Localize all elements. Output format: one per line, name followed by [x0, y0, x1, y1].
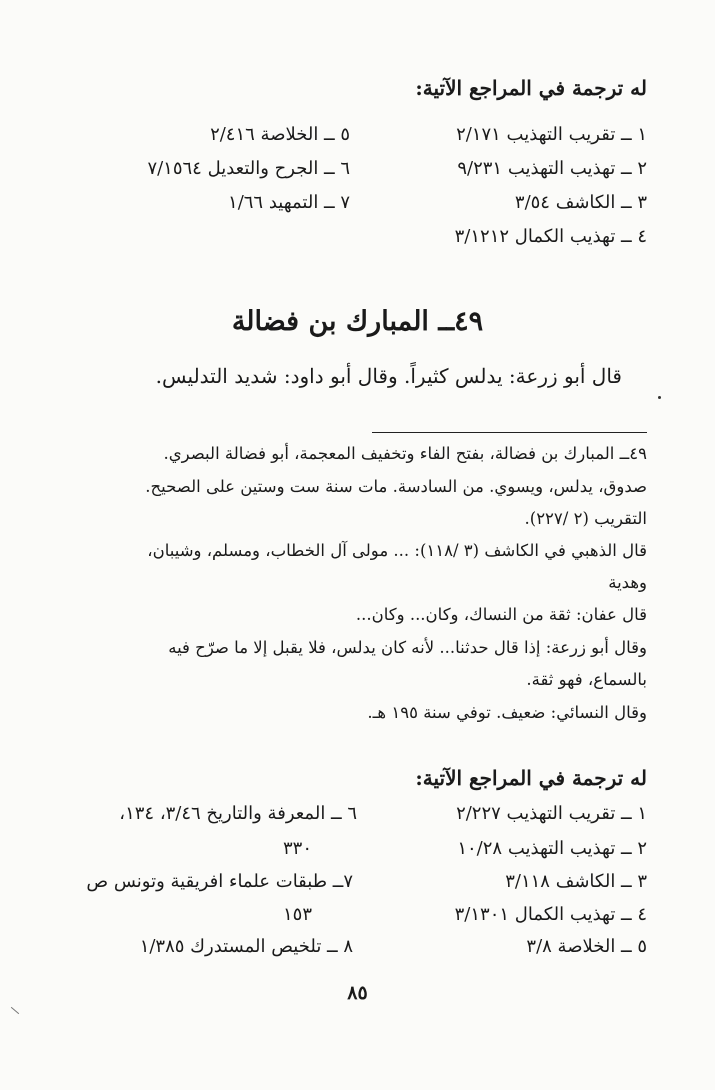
footnote-separator [372, 432, 647, 433]
page-number: ٨٥ [347, 982, 368, 1004]
reference-item: ٦ ــ الجرح والتعديل ٧/١٥٦٤ [147, 158, 350, 179]
footnote-line: وهدية [608, 573, 647, 592]
footnote-line: وقال أبو زرعة: إذا قال حدثنا... لأنه كان يدلس، فلا يقبل إلا ما صرّح فيه [168, 638, 647, 657]
footnote-line: صدوق، يدلس، ويسوي. من السادسة. مات سنة ست وستين على الصحيح. [145, 477, 647, 496]
reference-item: ٤ ــ تهذيب الكمال ٣/١٣٠١ [454, 904, 647, 925]
reference-item: ٥ ــ الخلاصة ٣/٨ [526, 936, 647, 957]
references-heading: له ترجمة في المراجع الآتية: [415, 76, 647, 100]
ink-speck [658, 396, 661, 399]
reference-item: ٢ ــ تهذيب التهذيب ١٠/٢٨ [457, 838, 647, 859]
reference-item: ٨ ــ تلخيص المستدرك ١/٣٨٥ [139, 936, 353, 957]
reference-item: ٧ ــ التمهيد ١/٦٦ [228, 192, 350, 213]
scan-mark [11, 1007, 19, 1014]
reference-item: ٧ــ طبقات علماء افريقية وتونس ص [86, 871, 353, 892]
reference-item: ٦ ــ المعرفة والتاريخ ٣/٤٦، ١٣٤، [119, 803, 357, 824]
footnote-line: وقال النسائي: ضعيف. توفي سنة ١٩٥ هـ. [367, 703, 647, 722]
footnote-line: قال عفان: ثقة من النساك، وكان... وكان... [355, 605, 647, 624]
footnote-line: التقريب (٢ /٢٢٧). [524, 509, 647, 528]
entry-quote: قال أبو زرعة: يدلس كثيراً. وقال أبو داود: شديد التدليس. [155, 364, 622, 388]
reference-item: ٢ ــ تهذيب التهذيب ٩/٢٣١ [457, 158, 647, 179]
footnote-line: قال الذهبي في الكاشف (٣ /١١٨): ... مولى آل الخطاب، ومسلم، وشيبان، [147, 541, 647, 560]
reference-item: ١ ــ تقريب التهذيب ٢/١٧١ [456, 124, 647, 145]
footnote-line: ٤٩ــ المبارك بن فضالة، بفتح الفاء وتخفيف المعجمة، أبو فضالة البصري. [163, 444, 647, 463]
reference-item: ٤ ــ تهذيب الكمال ٣/١٢١٢ [454, 226, 647, 247]
reference-item-continuation: ٣٣٠ [282, 838, 312, 859]
reference-item: ٣ ــ الكاشف ٣/٥٤ [514, 192, 647, 213]
reference-item-continuation: ١٥٣ [282, 904, 312, 925]
footnote-line: بالسماع، فهو ثقة. [526, 670, 647, 689]
reference-item: ٥ ــ الخلاصة ٢/٤١٦ [210, 124, 350, 145]
reference-item: ٣ ــ الكاشف ٣/١١٨ [505, 871, 647, 892]
references-heading: له ترجمة في المراجع الآتية: [415, 766, 647, 790]
entry-title: ٤٩ــ المبارك بن فضالة [231, 306, 484, 337]
reference-item: ١ ــ تقريب التهذيب ٢/٢٢٧ [456, 803, 647, 824]
